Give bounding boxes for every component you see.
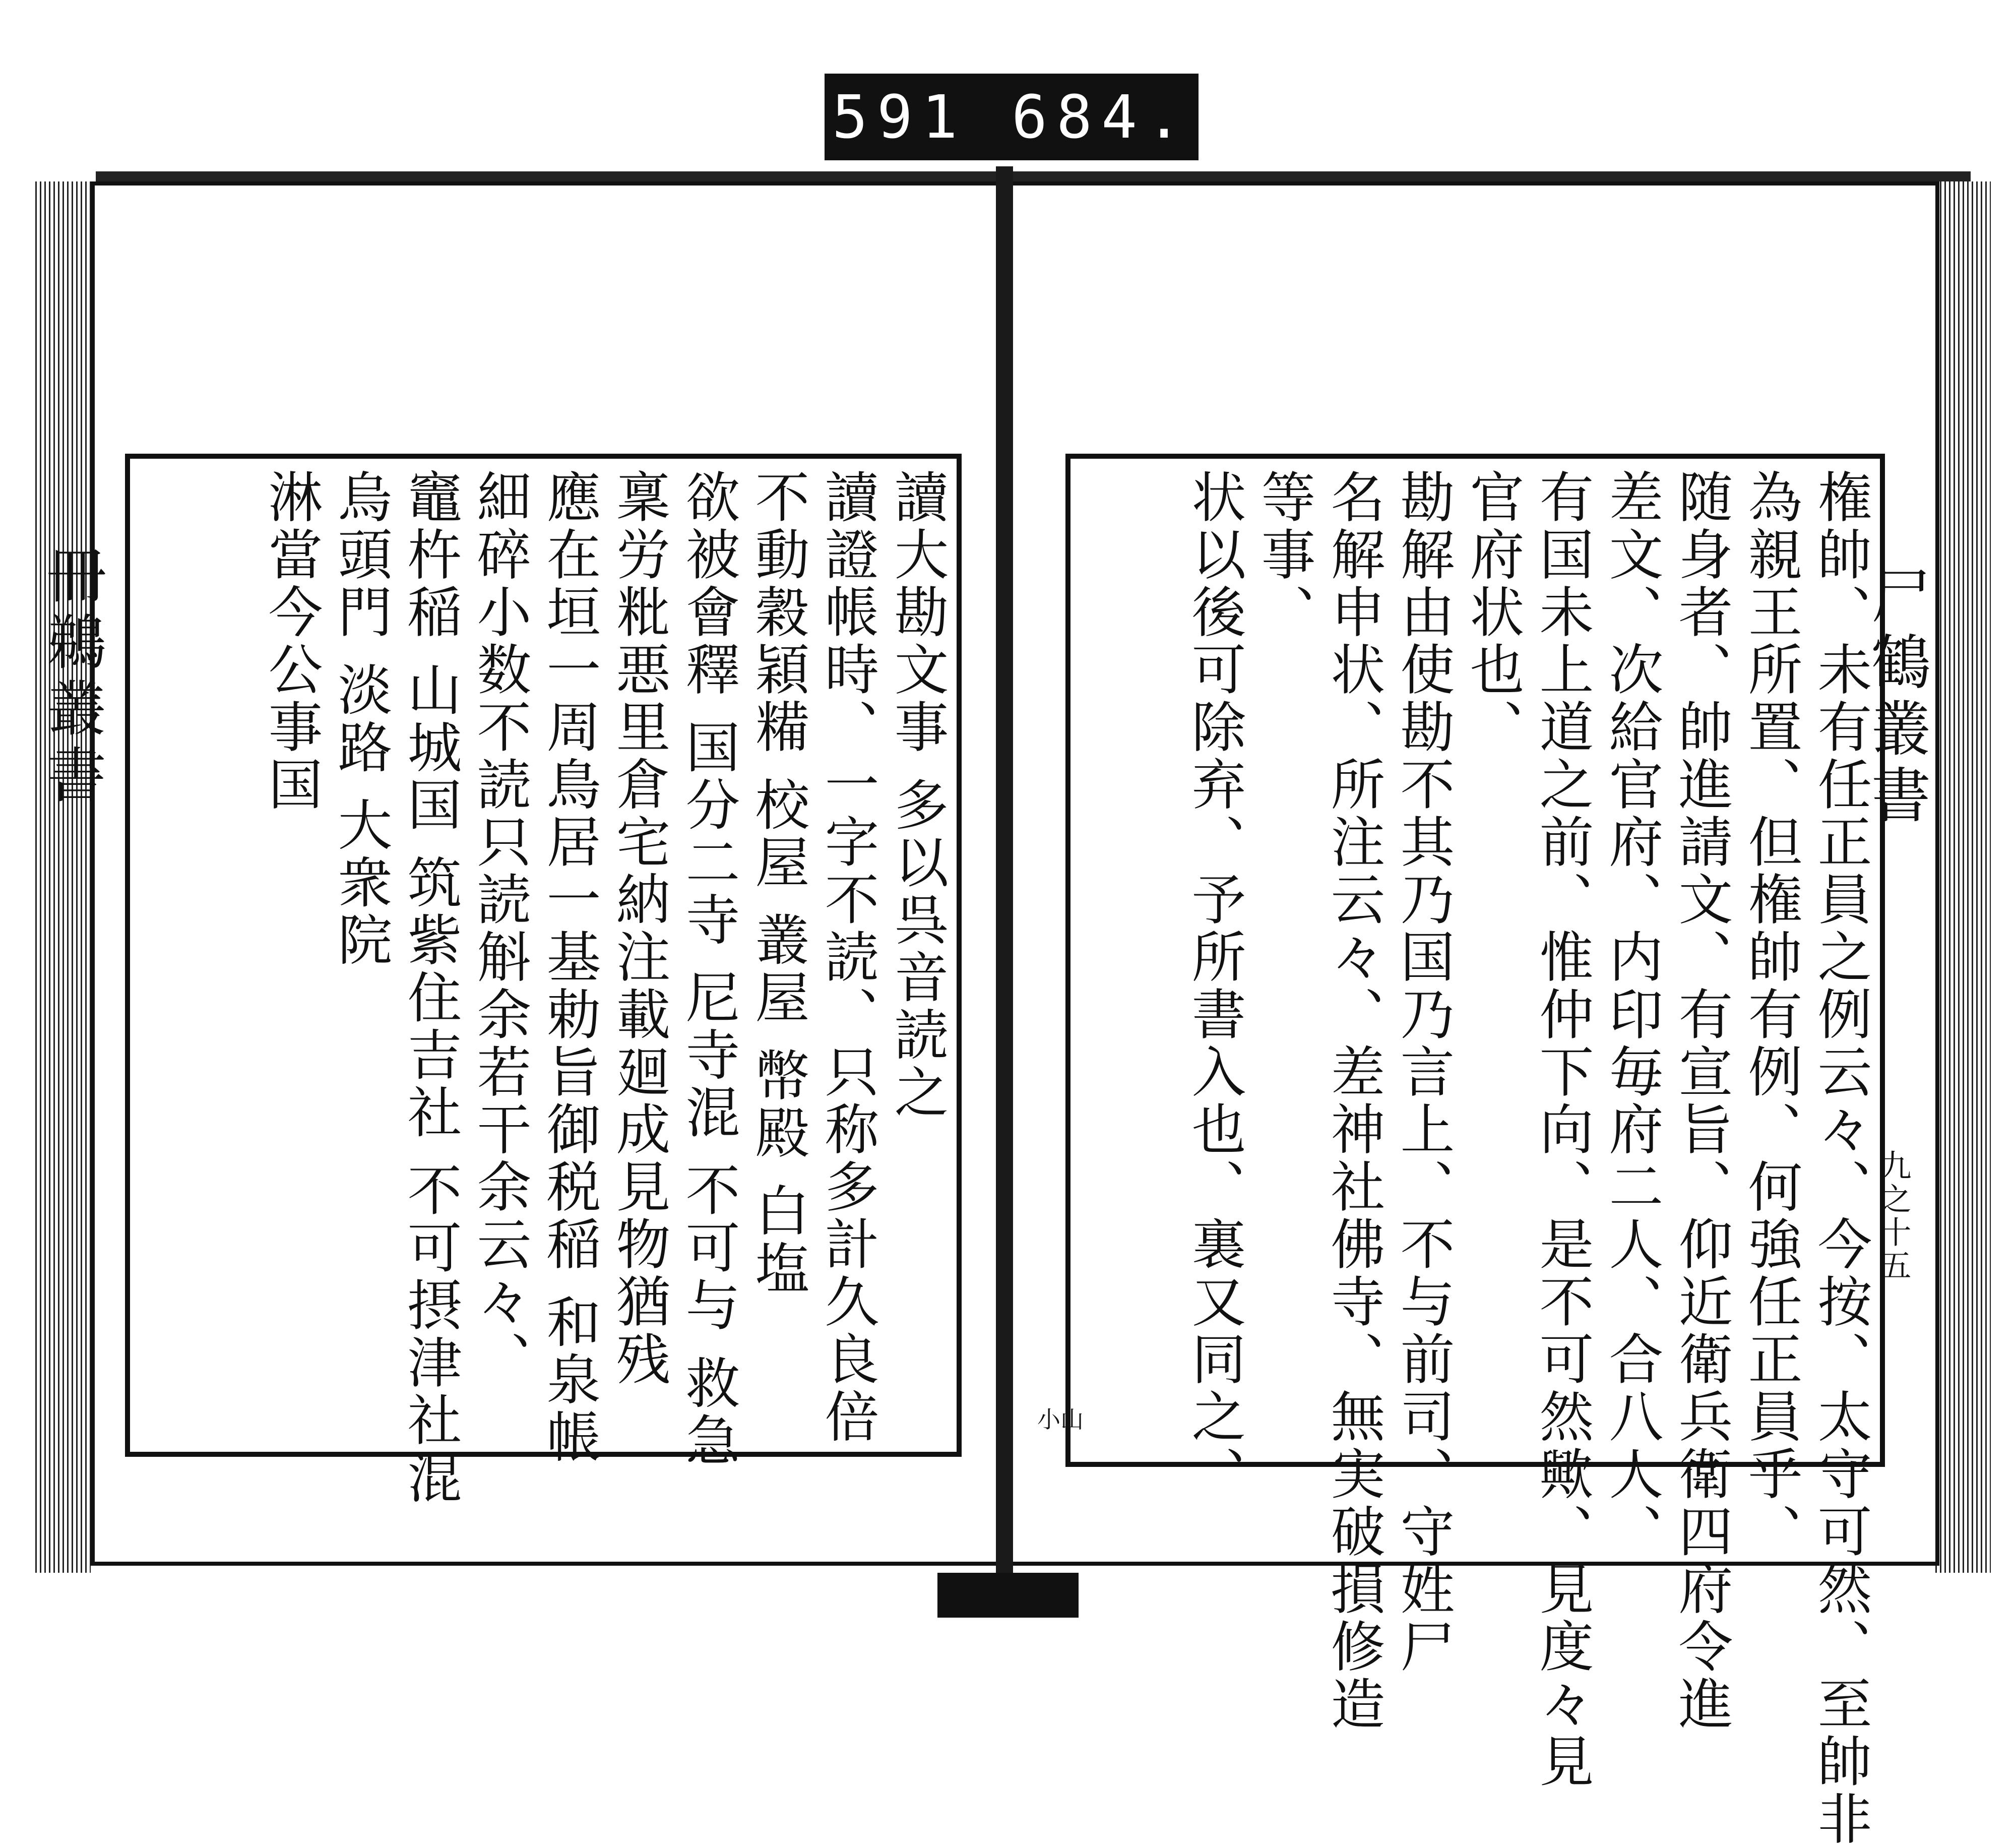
- text-column: 細碎小数不読只読斛余若干余云々、: [468, 469, 531, 1388]
- book-edge-right: [1935, 181, 1991, 1573]
- text-column: 等事、: [1252, 469, 1315, 641]
- left-text-columns: [140, 469, 948, 1507]
- folio-number: 九之十五: [1875, 1149, 1912, 1282]
- right-text-frame: [1065, 454, 1885, 1848]
- text-column: 讀證帳時、一字不読、只称多計久良倍: [815, 469, 878, 1446]
- text-column: 官府状也、: [1461, 469, 1524, 756]
- spine-bottom-block: [937, 1573, 1079, 1618]
- text-column: 淋當今公事国: [259, 469, 322, 814]
- corner-mark: 小山: [1037, 1406, 1084, 1433]
- text-column: 随身者、帥進請文、有宣旨、仰近衛兵衛四府令進: [1669, 469, 1732, 1733]
- left-margin-title: 冊鵜叢書: [37, 544, 106, 811]
- right-margin-title: 尸鶴叢書: [1861, 565, 1931, 831]
- text-column: 讀大勘文事 多以呉音読之: [885, 469, 948, 1122]
- right-text-columns: [1081, 469, 1871, 1848]
- archive-label-tag: 591 684.: [825, 74, 1199, 160]
- text-column: 有国未上道之前、惟仲下向、是不可然歟、見度々見: [1530, 469, 1593, 1791]
- text-column: 名解申状、所注云々、差神社佛寺、無実破損修造: [1321, 469, 1384, 1733]
- text-column: 烏頭門 淡路 大衆院: [329, 469, 392, 969]
- left-text-frame: [125, 454, 962, 1507]
- book-gutter: [996, 166, 1013, 1618]
- text-column: 状以後可除弃、予所書入也、裏又同之、: [1182, 469, 1245, 1503]
- text-column: 欲被會釋 国分二寺 尼寺混 不可与 救急: [676, 469, 739, 1470]
- spine-top-bar: [96, 171, 1971, 181]
- text-column: 為親王所置、但権帥有例、何強任正員乎、: [1739, 469, 1802, 1561]
- text-column: 勘解由使勘不其乃国乃言上、不与前司、守姓尸: [1391, 469, 1454, 1676]
- text-column: 應在垣一周鳥居一基勅旨御税稲 和泉帳: [537, 469, 600, 1466]
- text-column: 差文、次給官府、内印毎府二人、合八人、: [1600, 469, 1663, 1561]
- text-column: 竈杵稲 山城国 筑紫住吉社 不可摂津社混: [398, 469, 461, 1507]
- text-column: 権帥、未有任正員之例云々、今按、太守可然、至帥非: [1808, 469, 1871, 1848]
- text-column: 不動穀穎糒 校屋 叢屋 幣殿 白塩: [746, 469, 809, 1298]
- text-column: 稟労粃悪里倉宅納注載廻成見物猶残: [607, 469, 670, 1388]
- book-edge-left: [35, 181, 91, 1573]
